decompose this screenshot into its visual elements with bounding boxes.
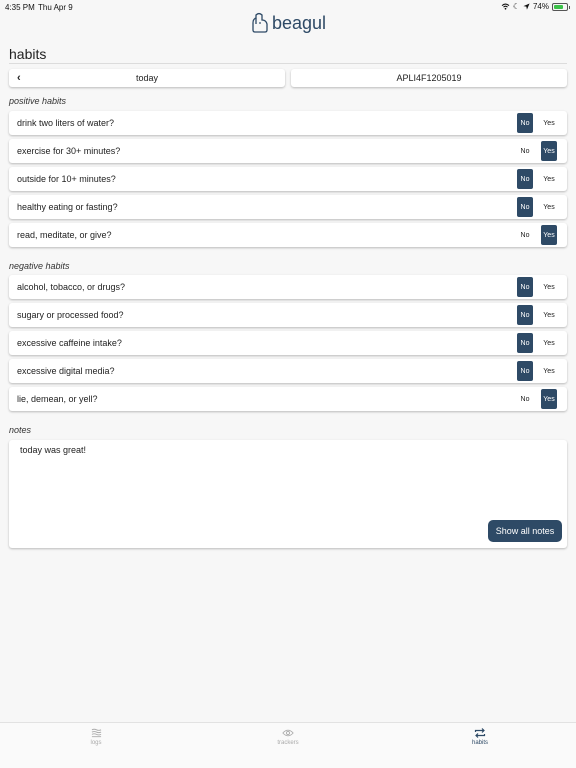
habit-row [9,331,567,355]
habit-row [9,223,567,247]
tab-trackers[interactable] [258,728,318,746]
yes-button[interactable]: Yes [541,389,557,409]
yes-button[interactable]: Yes [543,175,555,183]
habit-label: excessive digital media? [17,366,115,376]
status-time: 4:35 PM [5,3,35,12]
negative-habits-heading: negative habits [9,261,70,271]
yes-button[interactable]: Yes [543,367,555,375]
habit-label: read, meditate, or give? [17,230,112,240]
habit-label: sugary or processed food? [17,310,124,320]
title-divider [9,63,567,64]
habit-label: outside for 10+ minutes? [17,174,116,184]
tab-habits[interactable] [450,728,510,746]
battery-icon [552,3,568,11]
no-button[interactable]: No [517,305,533,325]
tab-label: habits [471,740,488,746]
habit-row [9,111,567,135]
current-date-label: today [135,73,159,83]
tab-logs[interactable] [66,728,126,746]
battery-percent: 74% [532,2,549,11]
habit-label: excessive caffeine intake? [17,338,122,348]
location-icon [523,3,530,10]
yes-button[interactable]: Yes [543,203,555,211]
status-date: Thu Apr 9 [38,3,73,12]
page-title: habits [9,46,47,62]
no-button[interactable]: No [520,147,530,155]
habit-row [9,387,567,411]
no-button[interactable]: No [517,169,533,189]
entry-code-field[interactable] [291,69,567,87]
positive-habits-heading: positive habits [9,96,67,106]
yes-button[interactable]: Yes [541,225,557,245]
habit-row [9,195,567,219]
yes-button[interactable]: Yes [543,283,555,291]
wifi-icon [501,3,510,10]
habit-label: drink two liters of water? [17,118,115,128]
no-button[interactable]: No [520,395,530,403]
app-logo [0,12,576,34]
logs-icon [91,728,102,738]
notes-textarea[interactable] [9,440,567,548]
notes-text: today was great! [20,445,87,455]
habit-label: healthy eating or fasting? [17,202,118,212]
beagle-logo-icon [250,12,270,34]
habit-row [9,359,567,383]
status-indicators [501,2,568,11]
habit-row [9,303,567,327]
habit-label: lie, demean, or yell? [17,394,98,404]
no-button[interactable]: No [517,333,533,353]
yes-button[interactable]: Yes [541,141,557,161]
yes-button[interactable]: Yes [543,119,555,127]
no-button[interactable]: No [517,277,533,297]
yes-button[interactable]: Yes [543,339,555,347]
moon-icon: ☾ [512,2,520,11]
entry-code-label: APLI4F1205019 [396,73,462,83]
habit-label: exercise for 30+ minutes? [17,146,121,156]
no-button[interactable]: No [517,113,533,133]
bottom-tab-bar [0,722,576,768]
chevron-left-icon[interactable]: ‹ [17,72,21,84]
habit-row [9,275,567,299]
notes-heading: notes [9,425,32,435]
tab-label: trackers [277,740,299,746]
date-selector[interactable] [9,69,285,87]
show-all-notes-button[interactable]: Show all notes [488,520,562,542]
no-button[interactable]: No [517,197,533,217]
habit-row [9,167,567,191]
tab-label: logs [90,740,102,746]
eye-icon [282,728,294,738]
habit-row [9,139,567,163]
app-name: beagul [271,12,327,33]
habit-label: alcohol, tobacco, or drugs? [17,282,126,292]
yes-button[interactable]: Yes [543,311,555,319]
no-button[interactable]: No [520,231,530,239]
repeat-icon [474,728,486,738]
no-button[interactable]: No [517,361,533,381]
